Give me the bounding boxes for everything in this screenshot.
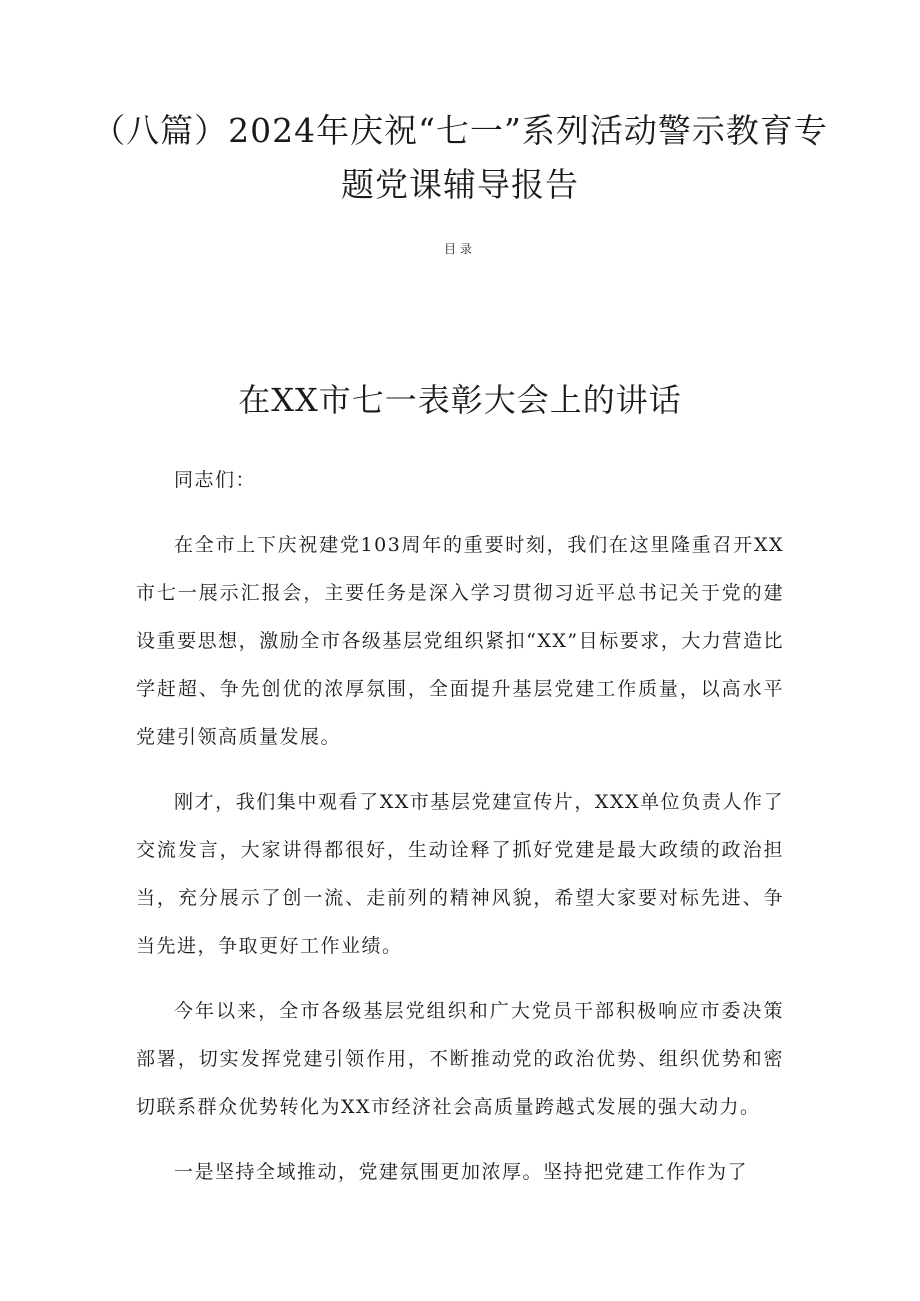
speech-body [136, 456, 784, 1213]
salutation: 同志们： [174, 469, 257, 491]
body-paragraph: 刚才，我们集中观看了XX市基层党建宣传片，XXX单位负责人作了交流发言，大家讲得都很好，生动诠释了抓好党建是最大政绩的政治担当，充分展示了创一流、走前列的精神风貌，希望大家要对标先进、争当先进，争取更好工作业绩。 [136, 791, 784, 957]
body-paragraph: 今年以来，全市各级基层党组织和广大党员干部积极响应市委决策部署，切实发挥党建引领作用，不断推动党的政治优势、组织优势和密切联系群众优势转化为XX市经济社会高质量跨越式发展的强大动力。 [136, 1000, 784, 1118]
document-title: （八篇）2024年庆祝“七一”系列活动警示教育专题党课辅导报告 [92, 111, 828, 204]
speech-title: 在XX市七一表彰大会上的讲话 [238, 381, 682, 419]
body-paragraph: 在全市上下庆祝建党103周年的重要时刻，我们在这里隆重召开XX市七一展示汇报会，主要任务是深入学习贯彻习近平总书记关于党的建设重要思想，激励全市各级基层党组织紧扣“XX”目标要求，大力营造比学赶超、争先创优的浓厚氛围，全面提升基层党建工作质量，以高水平党建引领高质量发展。 [136, 534, 784, 748]
table-of-contents-label: 目录 [443, 242, 476, 256]
body-paragraph: 一是坚持全域推动，党建氛围更加浓厚。坚持把党建工作作为了 [174, 1161, 749, 1183]
